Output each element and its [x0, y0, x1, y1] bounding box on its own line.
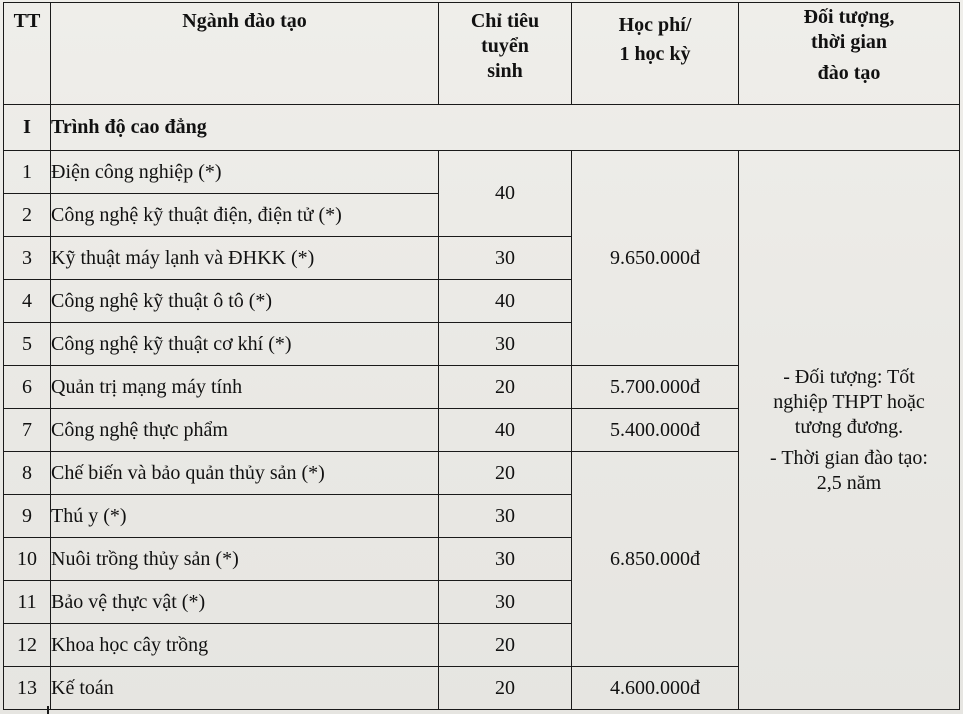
fee-cell: 5.400.000đ: [572, 409, 739, 452]
header-quota-line: tuyển: [481, 35, 529, 57]
header-target-line: đào tạo: [817, 62, 881, 84]
fee-cell: 4.600.000đ: [572, 667, 739, 710]
section-row: [4, 105, 960, 151]
program-name: Nuôi trồng thủy sản (*): [51, 538, 439, 581]
header-fee-line: 1 học kỳ: [619, 43, 691, 65]
row-number: 7: [4, 409, 51, 452]
quota-cell: 40: [439, 409, 572, 452]
row-number: 3: [4, 237, 51, 280]
row-number: 12: [4, 624, 51, 667]
row-number: 6: [4, 366, 51, 409]
target-line: nghiệp THPT hoặc: [773, 390, 925, 413]
program-name: Điện công nghiệp (*): [51, 151, 439, 194]
target-line: 2,5 năm: [816, 471, 882, 494]
row-number: 9: [4, 495, 51, 538]
enrollment-table: [3, 2, 960, 710]
quota-cell: 20: [439, 667, 572, 710]
quota-cell: 20: [439, 366, 572, 409]
row-number: 10: [4, 538, 51, 581]
quota-cell: 20: [439, 452, 572, 495]
target-line: - Đối tượng: Tốt: [783, 365, 915, 388]
section-number: I: [4, 105, 51, 151]
section-title: Trình độ cao đẳng: [51, 105, 960, 151]
program-name: Công nghệ kỹ thuật ô tô (*): [51, 280, 439, 323]
header-quota-line: Chỉ tiêu: [470, 10, 540, 32]
program-name: Bảo vệ thực vật (*): [51, 581, 439, 624]
table-continuation-line: [47, 706, 49, 714]
program-name: Công nghệ kỹ thuật điện, điện tử (*): [51, 194, 439, 237]
header-target: [739, 3, 960, 105]
quota-cell: 20: [439, 624, 572, 667]
header-target-line: Đối tượng,: [803, 6, 895, 28]
header-tt: TT: [4, 3, 51, 105]
program-name: Thú y (*): [51, 495, 439, 538]
row-number: 11: [4, 581, 51, 624]
fee-cell: 5.700.000đ: [572, 366, 739, 409]
quota-cell: 30: [439, 581, 572, 624]
program-name: Quản trị mạng máy tính: [51, 366, 439, 409]
quota-cell: 30: [439, 237, 572, 280]
header-quota-line: sinh: [487, 60, 523, 82]
quota-cell: 30: [439, 495, 572, 538]
row-number: 13: [4, 667, 51, 710]
target-line: tương đương.: [794, 415, 904, 438]
program-name: Chế biến và bảo quản thủy sản (*): [51, 452, 439, 495]
header-target-line: thời gian: [810, 31, 888, 53]
table-header-row: [4, 3, 960, 105]
header-fee-line: Học phí/: [618, 14, 692, 36]
target-line: - Thời gian đào tạo:: [770, 446, 928, 469]
program-name: Công nghệ thực phẩm: [51, 409, 439, 452]
quota-cell: 40: [439, 151, 572, 237]
program-name: Khoa học cây trồng: [51, 624, 439, 667]
table-row: [4, 151, 960, 194]
row-number: 2: [4, 194, 51, 237]
row-number: 1: [4, 151, 51, 194]
header-quota: [439, 3, 572, 105]
quota-cell: 30: [439, 323, 572, 366]
fee-cell: 6.850.000đ: [572, 452, 739, 667]
program-name: Kế toán: [51, 667, 439, 710]
header-fee: [572, 3, 739, 105]
quota-cell: 40: [439, 280, 572, 323]
row-number: 8: [4, 452, 51, 495]
program-name: Công nghệ kỹ thuật cơ khí (*): [51, 323, 439, 366]
quota-cell: 30: [439, 538, 572, 581]
row-number: 5: [4, 323, 51, 366]
row-number: 4: [4, 280, 51, 323]
fee-cell: 9.650.000đ: [572, 151, 739, 366]
target-cell: [739, 151, 960, 710]
header-program: Ngành đào tạo: [51, 3, 439, 105]
program-name: Kỹ thuật máy lạnh và ĐHKK (*): [51, 237, 439, 280]
